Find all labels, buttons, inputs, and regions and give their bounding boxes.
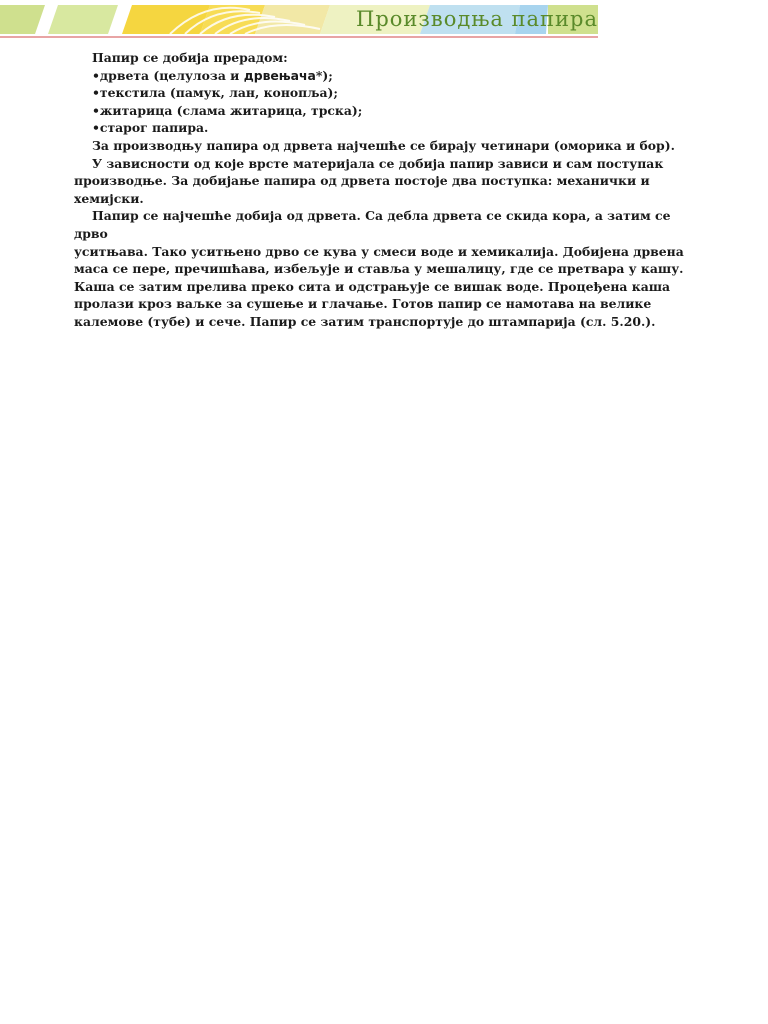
paragraph-process-line-1: Папир се најчешће добија од дрвета. Са дебла дрвета се скида кора, а затим се дрво [74,208,671,241]
list-item-textile: •текстила (памук, лан, конопља); [92,85,338,101]
list-item-wood-prefix: •дрвета (целулоза и [92,67,244,83]
list-item-wood-suffix: *); [315,67,333,83]
list-item-wood [74,67,694,85]
paragraph-conifers: За производњу папира од дрвета најчешће се бирају четинари (оморика и бор). [92,137,675,153]
paragraph-procedure-line-3: хемијски. [74,190,144,206]
page-title: Производња папира [356,7,598,31]
article-body [74,49,694,331]
paragraph-process-line-3: маса се пере, пречишћава, избељује и ставља у мешалицу, где се претвара у кашу. [74,261,684,277]
paragraph-process-line-6: калемове (тубе) и сече. Папир се затим транспортује до штампарија (сл. 5.20.). [74,313,656,329]
paragraph-procedure-line-2: производње. За добијање папира од дрвета постоје два поступка: механички и [74,173,650,189]
paragraph-process-line-4: Каша се затим прелива преко сита и одстрањује се вишак воде. Процеђена каша [74,278,671,294]
paragraph-process-line-2: уситњава. Тако уситњено дрво се кува у смеси воде и хемикалија. Добијена дрвена [74,243,684,259]
list-item-grain: •житарица (слама житарица, трска); [92,102,363,118]
paragraph-procedure-line-1: У зависности од које врсте материјала се добија папир зависи и сам поступак [92,155,664,171]
header-divider [0,36,598,38]
paragraph-process-line-5: пролази кроз ваљке за сушење и глачање. Готов папир се намотава на велике [74,296,652,312]
term-drvenjaca: дрвењача [243,67,316,83]
list-item-old-paper: •старог папира. [92,120,209,136]
intro-line: Папир се добија прерадом: [92,50,288,65]
